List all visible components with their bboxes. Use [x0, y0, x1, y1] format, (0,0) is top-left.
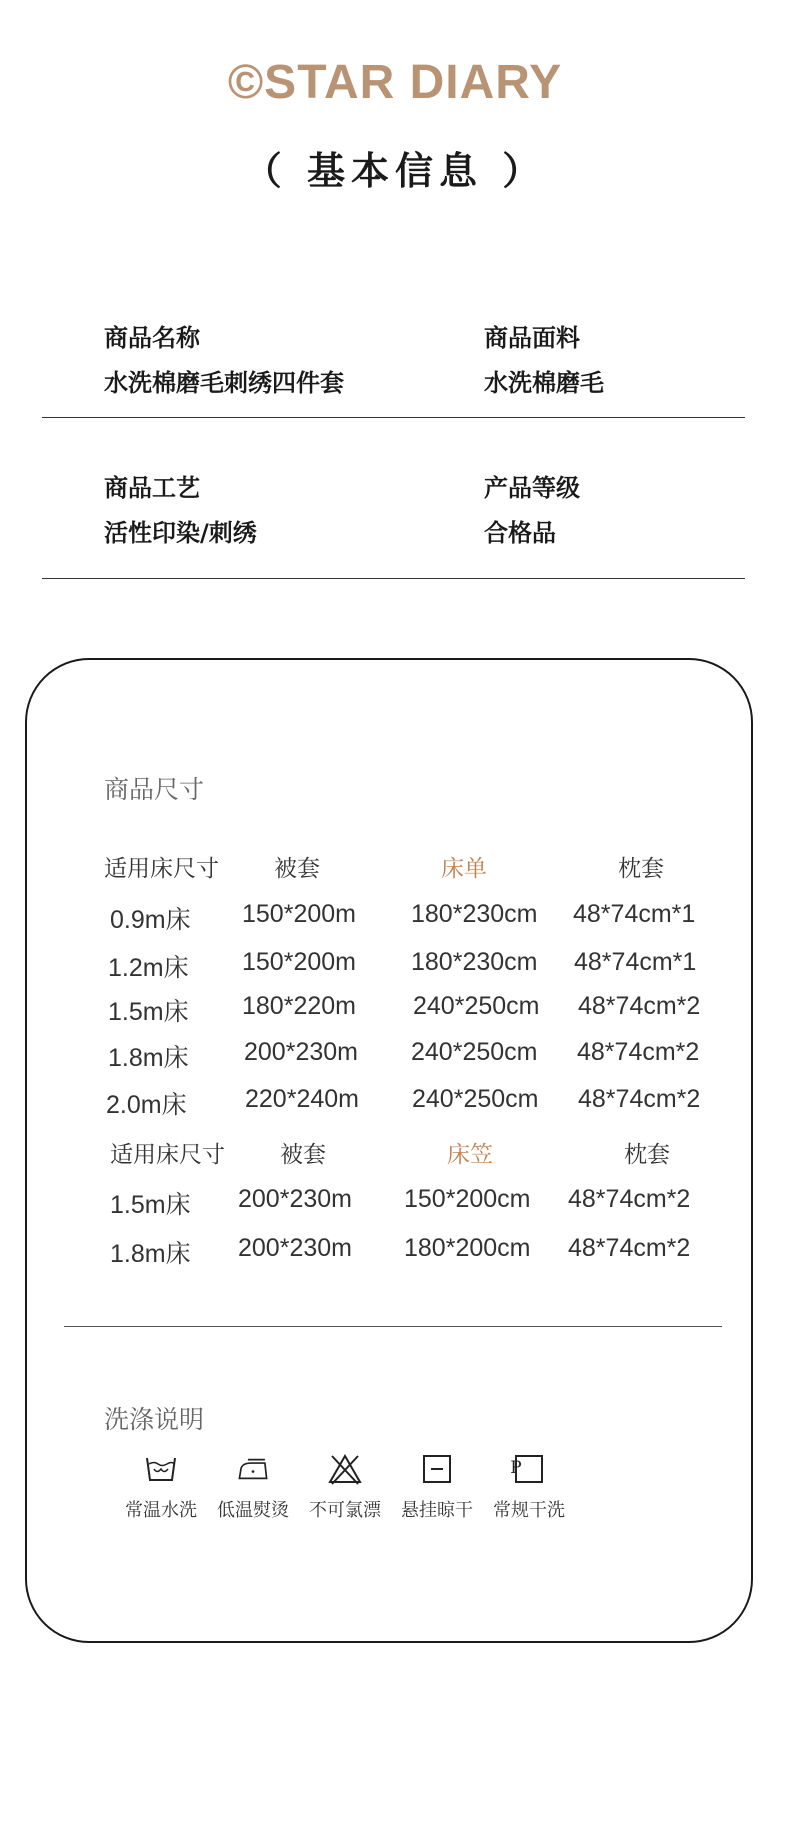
card-divider: [64, 1326, 722, 1327]
wash-item: [115, 1452, 207, 1522]
dry-clean-letter: P: [510, 1458, 522, 1478]
table-header: 被套: [280, 1142, 326, 1168]
line-dry-icon: [420, 1452, 454, 1486]
table-header: 床笠: [447, 1142, 493, 1168]
info-label: 商品工艺: [104, 474, 200, 502]
divider: [42, 417, 745, 418]
info-value: 水洗棉磨毛: [484, 369, 604, 397]
table-cell: 2.0m床: [106, 1091, 187, 1119]
table-cell: 1.5m床: [110, 1191, 191, 1219]
table-cell: 150*200cm: [404, 1185, 531, 1213]
table-cell: 0.9m床: [110, 906, 191, 934]
wash-item: [391, 1452, 483, 1522]
table-cell: 240*250cm: [412, 1085, 539, 1113]
wash-label: 悬挂晾干: [401, 1500, 473, 1521]
table-cell: 180*230cm: [411, 900, 538, 928]
table-cell: 48*74cm*2: [568, 1234, 691, 1262]
table-cell: 48*74cm*2: [578, 992, 701, 1020]
wash-tub-icon: [144, 1452, 178, 1486]
table-header: 适用床尺寸: [104, 856, 219, 882]
wash-label: 常温水洗: [125, 1500, 197, 1521]
size-heading: 商品尺寸: [104, 775, 205, 804]
table-cell: 200*230m: [238, 1185, 352, 1213]
table-cell: 240*250cm: [411, 1038, 538, 1066]
table-cell: 180*230cm: [411, 948, 538, 976]
info-product-name: [104, 318, 344, 398]
wash-item: [299, 1452, 391, 1522]
info-label: 产品等级: [484, 474, 580, 502]
info-label: 商品名称: [104, 324, 200, 352]
table-cell: 200*230m: [244, 1038, 358, 1066]
wash-heading: 洗涤说明: [104, 1405, 205, 1434]
table-header: 枕套: [624, 1142, 670, 1168]
table-cell: 180*220m: [242, 992, 356, 1020]
info-craft: [104, 468, 257, 548]
no-bleach-icon: [328, 1452, 362, 1486]
table-cell: 1.8m床: [110, 1240, 191, 1268]
divider: [42, 578, 745, 579]
table-cell: 240*250cm: [413, 992, 540, 1020]
table-header: 被套: [274, 856, 320, 882]
table-cell: 180*200cm: [404, 1234, 531, 1262]
info-value: 水洗棉磨毛刺绣四件套: [104, 369, 344, 397]
info-value: 合格品: [484, 519, 556, 547]
info-value: 活性印染/刺绣: [104, 519, 257, 547]
table-cell: 1.8m床: [108, 1044, 189, 1072]
table-header: 枕套: [618, 856, 664, 882]
info-label: 商品面料: [484, 324, 580, 352]
wash-icons-row: [115, 1452, 575, 1522]
iron-icon: [236, 1452, 270, 1486]
table-cell: 220*240m: [245, 1085, 359, 1113]
wash-item: [483, 1452, 575, 1522]
table-cell: 48*74cm*2: [568, 1185, 691, 1213]
table-cell: 48*74cm*2: [578, 1085, 701, 1113]
wash-label: 低温熨烫: [217, 1500, 289, 1521]
wash-label: 不可氯漂: [309, 1500, 381, 1521]
info-grade: [484, 468, 580, 548]
section-title: （ 基本信息 ）: [243, 149, 547, 193]
table-cell: 48*74cm*1: [574, 948, 697, 976]
table-header: 适用床尺寸: [110, 1142, 225, 1168]
table-cell: 150*200m: [242, 900, 356, 928]
table-cell: 1.2m床: [108, 954, 189, 982]
table-cell: 1.5m床: [108, 998, 189, 1026]
brand-logo: ©STAR DIARY: [227, 56, 563, 109]
table-header: 床单: [441, 856, 487, 882]
table-cell: 48*74cm*1: [573, 900, 696, 928]
table-cell: 150*200m: [242, 948, 356, 976]
wash-item: [207, 1452, 299, 1522]
info-fabric: [484, 318, 604, 398]
wash-label: 常规干洗: [493, 1500, 565, 1521]
table-cell: 48*74cm*2: [577, 1038, 700, 1066]
table-cell: 200*230m: [238, 1234, 352, 1262]
